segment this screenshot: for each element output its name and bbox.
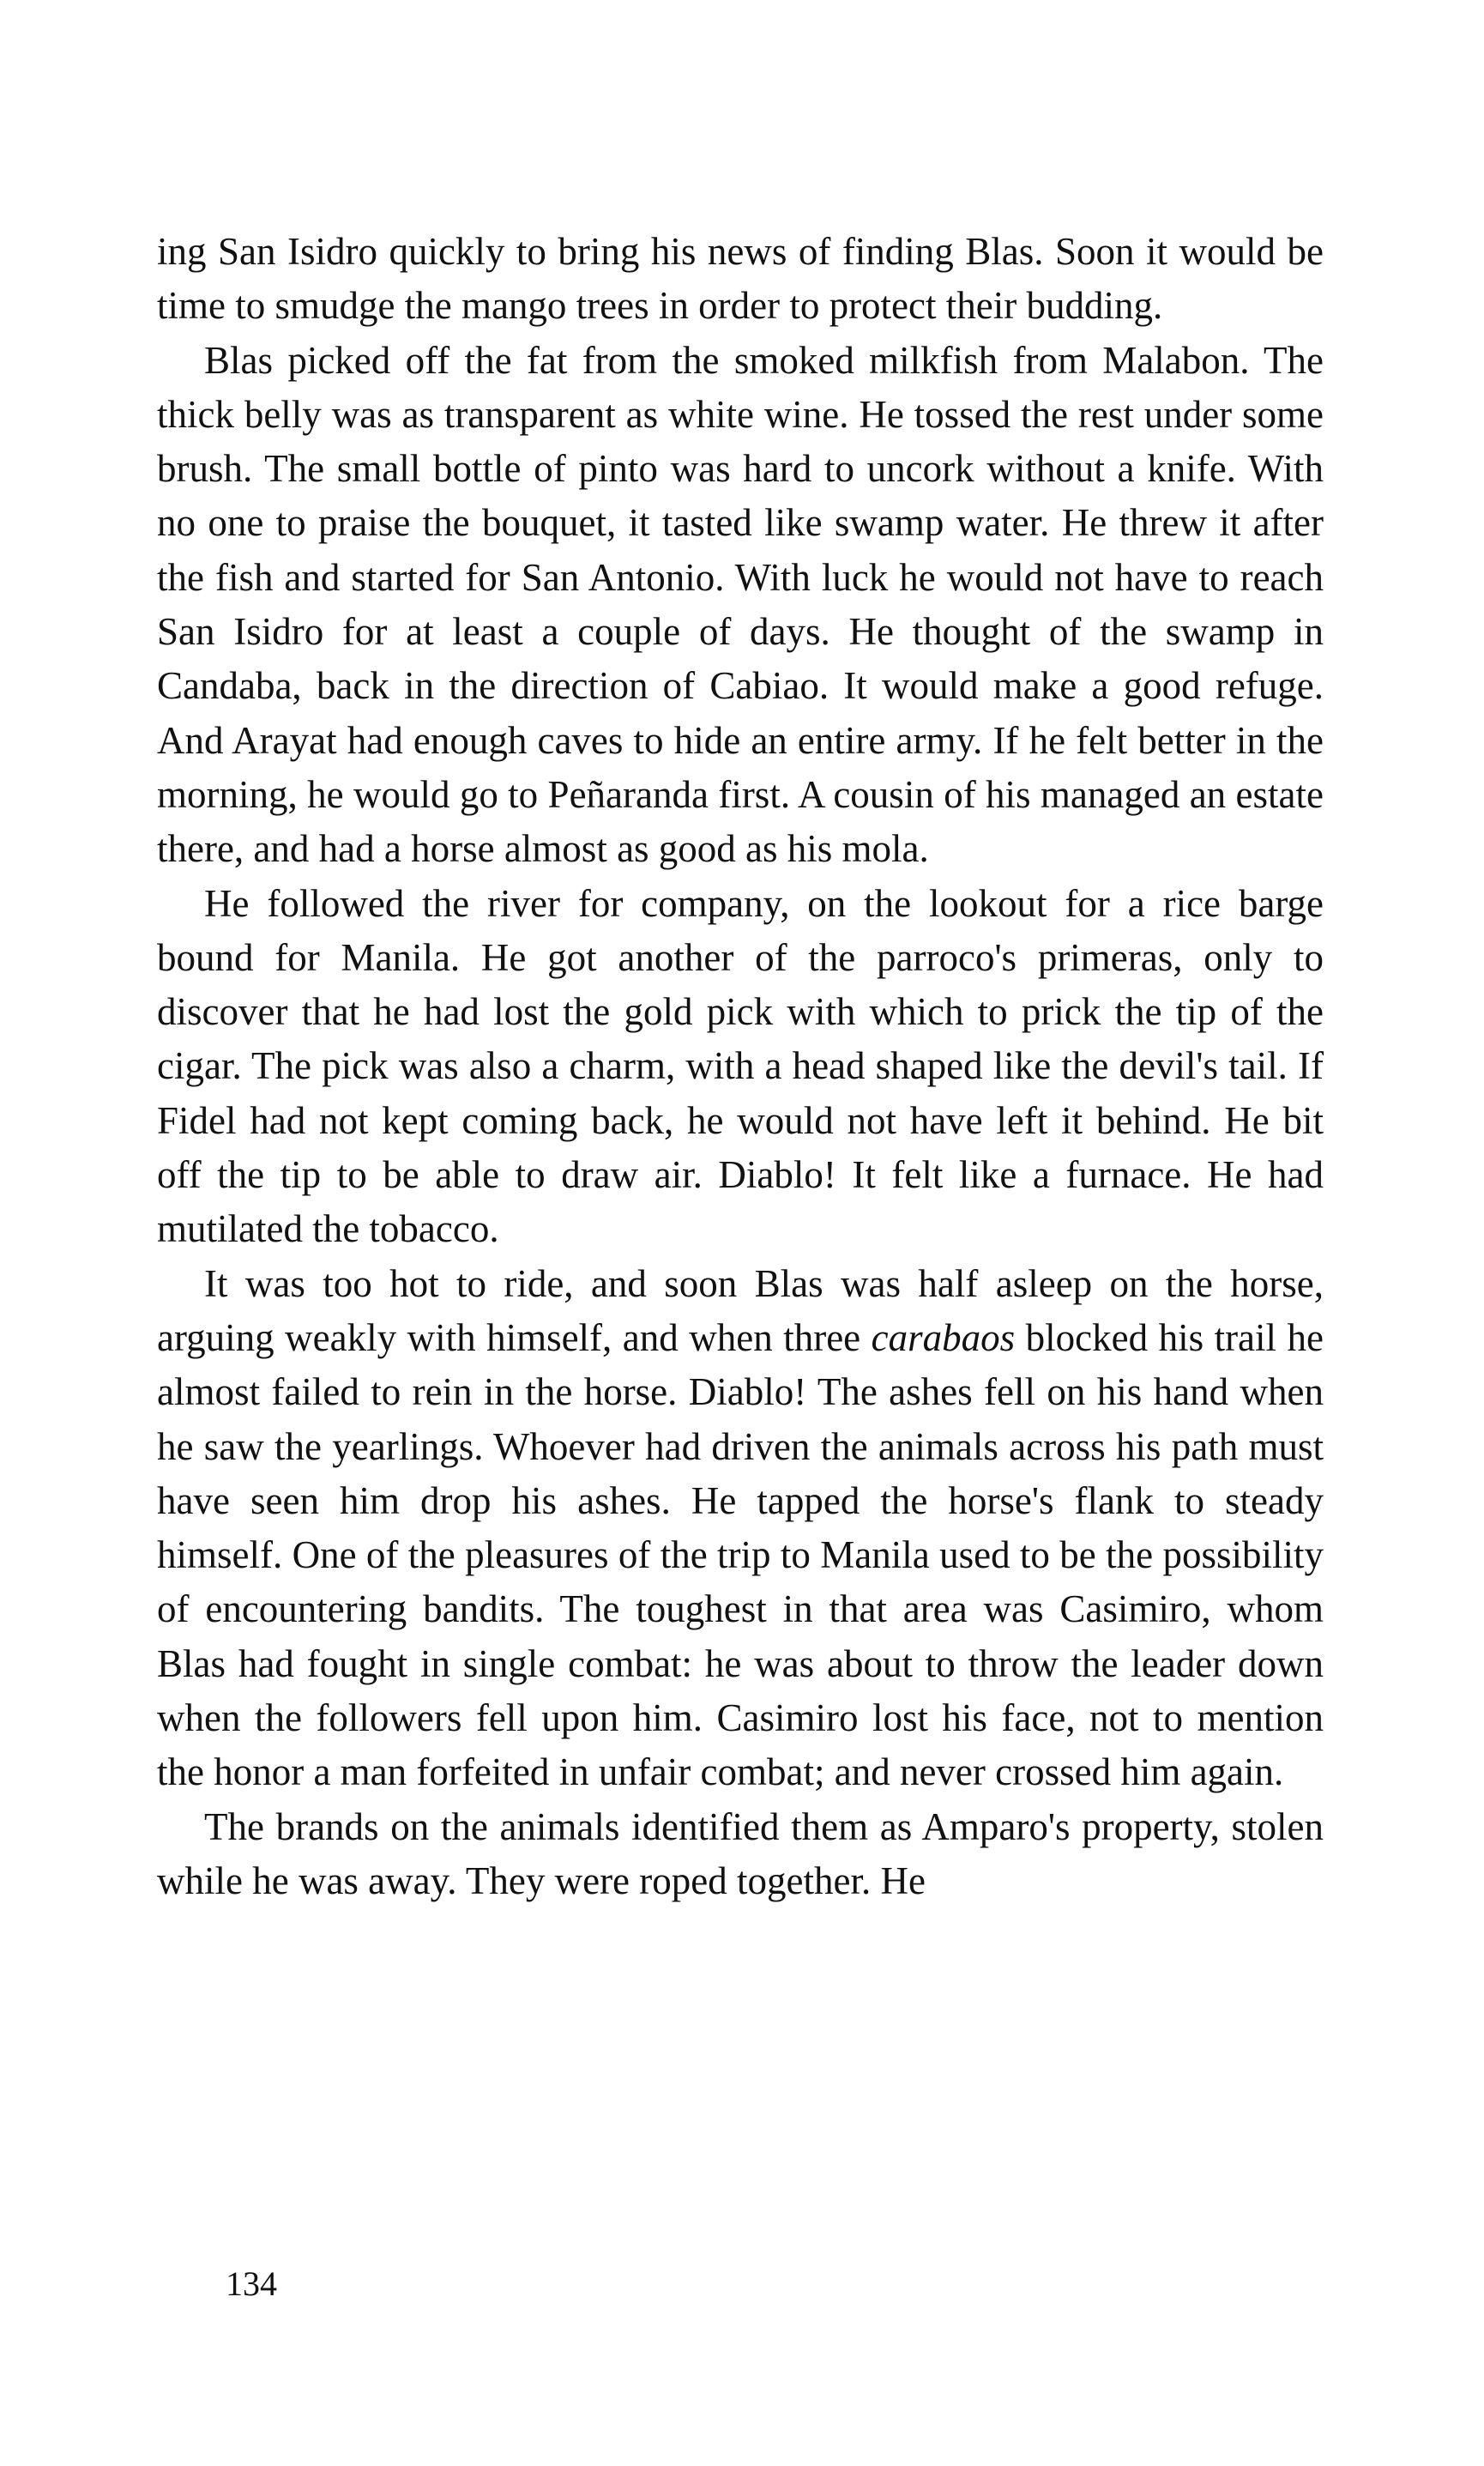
carabaos-emphasis: carabaos xyxy=(871,1315,1016,1359)
paragraph-continued: ing San Isidro quickly to bring his news of finding Blas. Soon it would be time to smudge the mango trees in order to protect their budding. xyxy=(157,230,1324,328)
paragraph-carabaos xyxy=(157,1257,1324,1800)
paragraph-brands: The brands on the animals identified them as Amparo's property, stolen while he was away. They were roped together. He xyxy=(157,1804,1324,1902)
page-number: 134 xyxy=(226,2264,277,2303)
paragraph-blas-milkfish: Blas picked off the fat from the smoked milkfish from Malabon. The thick belly was as transparent as white wine. He tossed the rest under some brush. The small bottle of pinto was hard to uncork without a knife. With no one to praise the bouquet, it tasted like swamp water. He threw it after the fish and started for San Antonio. With luck he would not have to reach San Isidro for at least a couple of days. He thought of the swamp in Candaba, back in the direction of Cabiao. It would make a good refuge. And Arayat had enough caves to hide an entire army. If he felt better in the morning, he would go to Peñaranda first. A cousin of his managed an estate there, and had a horse almost as good as his mola. xyxy=(157,338,1324,871)
paragraph-river-cigar: He followed the river for company, on the lookout for a rice barge bound for Manila. He got another of the parroco's primeras, only to discover that he had lost the gold pick with which to prick the tip of the cigar. The pick was also a charm, with a head shaped like the devil's tail. If Fidel had not kept coming back, he would not have left it behind. He bit off the tip to be able to draw air. Diablo! It felt like a furnace. He had mutilated the tobacco. xyxy=(157,881,1324,1251)
carabaos-text-before: It was too hot to ride, and soon Blas was half asleep on the horse, arguing weakly with himself, and when three xyxy=(157,1261,1324,1359)
body-text xyxy=(157,225,1324,1908)
carabaos-text-after: blocked his trail he almost failed to rein in the horse. Diablo! The ashes fell on his hand when he saw the yearlings. Whoever had driven the animals across his path must have seen him drop his ashes. He tapped the horse's flank to steady himself. One of the pleasures of the trip to Manila used to be the possibility of encountering bandits. The toughest in that area was Casimiro, whom Blas had fought in single combat: he was about to throw the leader down when the followers fell upon him. Casimiro lost his face, not to mention the honor a man forfeited in unfair combat; and never crossed him again. xyxy=(157,1315,1324,1794)
